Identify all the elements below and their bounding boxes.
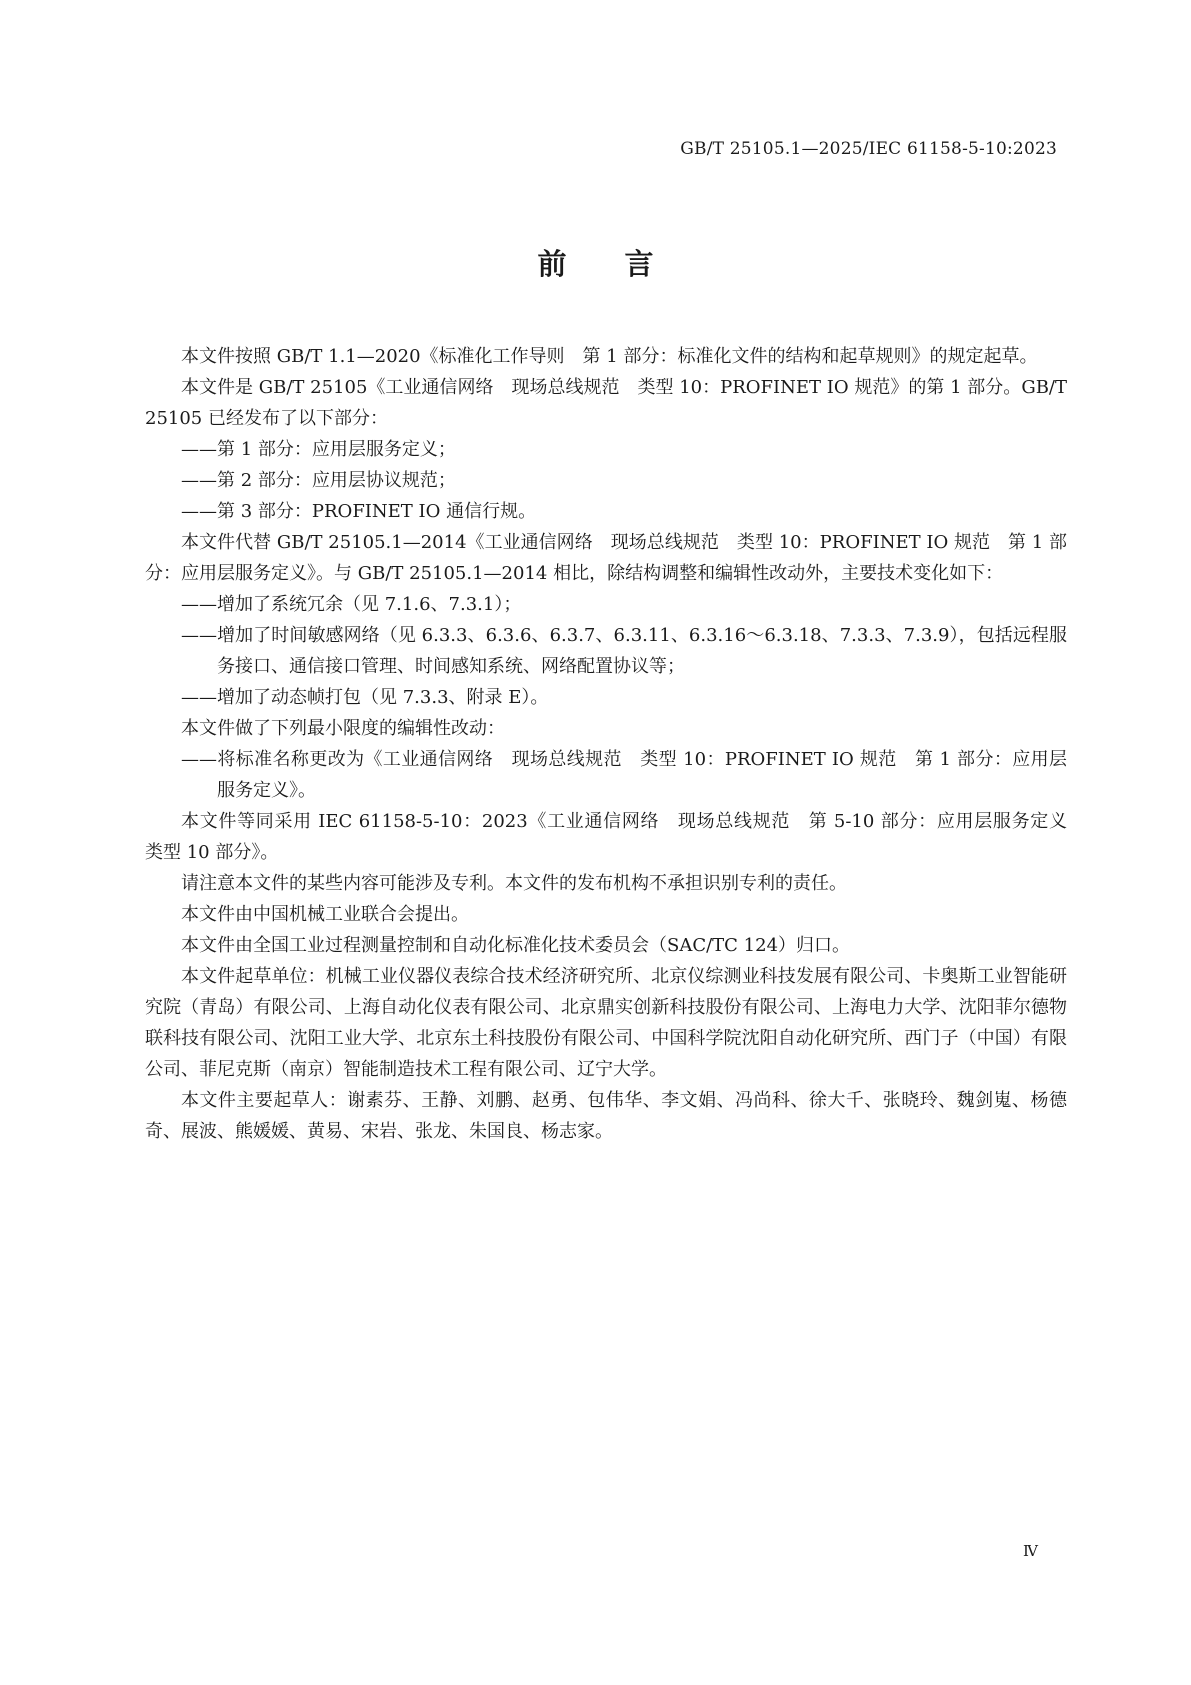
paragraph-editorial-changes: 本文件做了下列最小限度的编辑性改动： xyxy=(181,718,505,739)
list-item-part: ——第 2 部分：应用层协议规范； xyxy=(181,470,456,491)
paragraph-proposer: 本文件由中国机械工业联合会提出。 xyxy=(181,904,469,925)
paragraph-drafters: 本文件主要起草人：谢素芬、王静、刘鹏、赵勇、包伟华、李文娟、冯尚科、徐大千、张晓玲、魏剑嵬、杨德奇、展波、熊媛媛、黄易、宋岩、张龙、朱国良、杨志家。 xyxy=(145,1090,1067,1142)
list-item-change: ——增加了动态帧打包（见 7.3.3、附录 E）。 xyxy=(181,687,549,708)
page-title: 前言 xyxy=(537,247,712,281)
page-number: Ⅳ xyxy=(1023,1542,1038,1560)
list-item-change: ——增加了时间敏感网络（见 6.3.3、6.3.6、6.3.7、6.3.11、6.3.16～6.3.18、7.3.3、7.3.9），包括远程服务接口、通信接口管理、时间感知系统、网络配置协议等； xyxy=(181,625,1067,677)
paragraph-patent-notice: 请注意本文件的某些内容可能涉及专利。本文件的发布机构不承担识别专利的责任。 xyxy=(181,873,847,894)
paragraph-identical-adoption: 本文件等同采用 IEC 61158-5-10：2023《工业通信网络 现场总线规范 第 5-10 部分：应用层服务定义 类型 10 部分》。 xyxy=(145,811,1085,863)
list-item-change: ——增加了系统冗余（见 7.1.6、7.3.1）； xyxy=(181,594,522,615)
list-item-part: ——第 3 部分：PROFINET IO 通信行规。 xyxy=(181,501,537,522)
paragraph-drafting-units: 本文件起草单位：机械工业仪器仪表综合技术经济研究所、北京仪综测业科技发展有限公司、卡奥斯工业智能研究院（青岛）有限公司、上海自动化仪表有限公司、北京鼎实创新科技股份有限公司、上海电力大学、沈阳菲尔德物联科技有限公司、沈阳工业大学、北京东土科技股份有限公司、中国科学院沈阳自动化研究所、西门子（中国）有限公司、菲尼克斯（南京）智能制造技术工程有限公司、辽宁大学。 xyxy=(145,966,1067,1080)
paragraph-drafting-rules: 本文件按照 GB/T 1.1—2020《标准化工作导则 第 1 部分：标准化文件的结构和起草规则》的规定起草。 xyxy=(181,346,1038,367)
paragraph-replaces: 本文件代替 GB/T 25105.1—2014《工业通信网络 现场总线规范 类型 10：PROFINET IO 规范 第 1 部分：应用层服务定义》。与 GB/T 25105.1—2014 相比，除结构调整和编辑性改动外，主要技术变化如下： xyxy=(145,532,1067,584)
paragraph-technical-committee: 本文件由全国工业过程测量控制和自动化标准化技术委员会（SAC/TC 124）归口。 xyxy=(181,935,851,956)
paragraph-series-info: 本文件是 GB/T 25105《工业通信网络 现场总线规范 类型 10：PROFINET IO 规范》的第 1 部分。GB/T 25105 已经发布了以下部分： xyxy=(145,377,1067,429)
document-code: GB/T 25105.1—2025/IEC 61158-5-10:2023 xyxy=(680,139,1057,159)
list-item-edit: ——将标准名称更改为《工业通信网络 现场总线规范 类型 10：PROFINET IO 规范 第 1 部分：应用层服务定义》。 xyxy=(181,749,1067,801)
document-body xyxy=(145,341,1085,1147)
list-item-part: ——第 1 部分：应用层服务定义； xyxy=(181,439,456,460)
